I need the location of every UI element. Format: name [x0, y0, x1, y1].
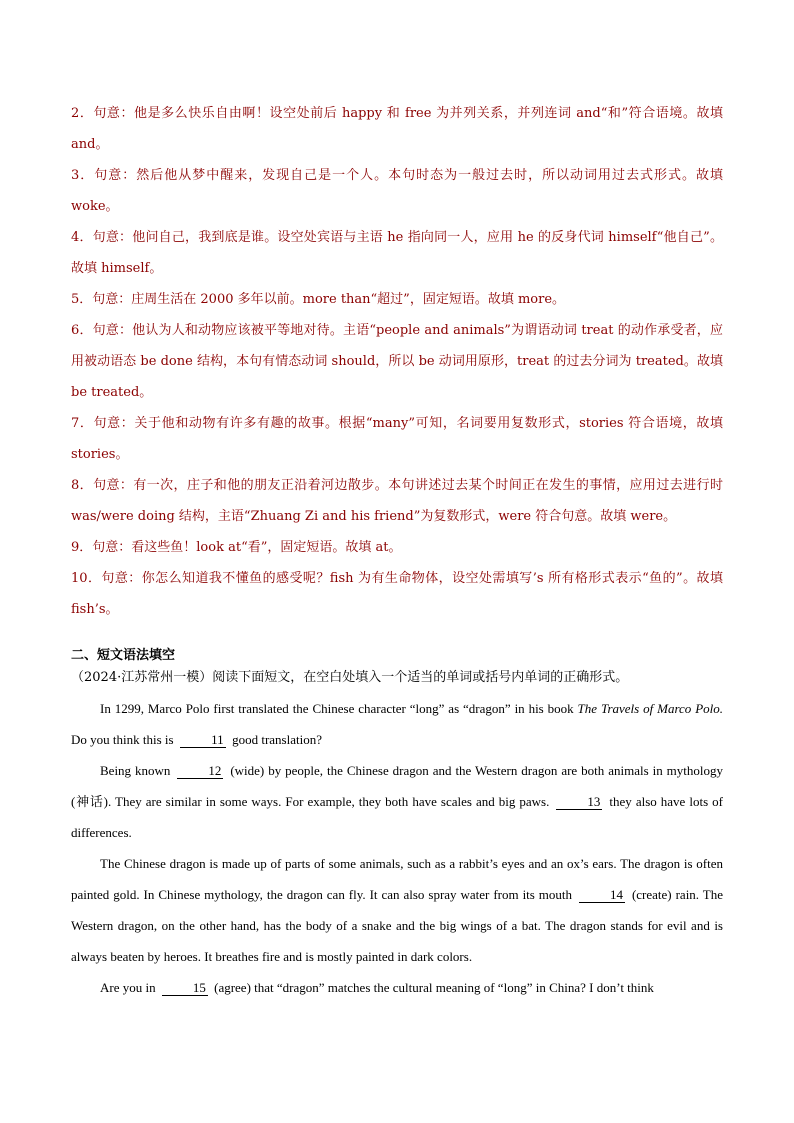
answer-item-8: 8．句意：有一次，庄子和他的朋友正沿着河边散步。本句讲述过去某个时间正在发生的事情，应用过去进行时 was/were doing 结构，主语“Zhuang Zi and his friend”为复数形式，were 符合句意。故填 were。	[71, 478, 723, 524]
passage-paragraph-2	[71, 755, 723, 848]
answer-explanations	[71, 98, 723, 625]
blank-12: 12	[177, 763, 223, 779]
passage-text: they also have lots of differences.	[71, 794, 723, 840]
passage-paragraph-1	[71, 693, 723, 755]
answer-item-7: 7．句意：关于他和动物有许多有趣的故事。根据“many”可知，名词要用复数形式，stories 符合语境，故填 stories。	[71, 416, 723, 462]
passage-text: (agree) that “dragon” matches the cultural meaning of “long” in China? I don’t think	[210, 980, 654, 995]
blank-15: 15	[162, 980, 208, 996]
answer-item-5: 5．句意：庄周生活在 2000 多年以前。more than“超过”，固定短语。故填 more。	[71, 292, 566, 307]
section-heading: 二、短文语法填空	[71, 648, 176, 663]
passage-text: Are you in	[100, 980, 159, 995]
answer-item-3: 3．句意：然后他从梦中醒来，发现自己是一个人。本句时态为一般过去时，所以动词用过去式形式。故填 woke。	[71, 168, 723, 214]
blank-11: 11	[180, 732, 226, 748]
section-instruction: （2024·江苏常州一模）阅读下面短文，在空白处填入一个适当的单词或括号内单词的正确形式。	[71, 670, 629, 685]
blank-14: 14	[579, 887, 625, 903]
passage-text: Do you think this is	[71, 732, 177, 747]
answer-item-4: 4．句意：他问自己，我到底是谁。设空处宾语与主语 he 指向同一人，应用 he 的反身代词 himself“他自己”。故填 himself。	[71, 230, 723, 276]
document-page	[71, 98, 723, 1003]
answer-item-2: 2．句意：他是多么快乐自由啊！设空处前后 happy 和 free 为并列关系，并列连词 and“和”符合语境。故填 and。	[71, 106, 723, 152]
answer-item-10: 10．句意：你怎么知道我不懂鱼的感受呢？fish 为有生命物体，设空处需填写’s 所有格形式表示“鱼的”。故填 fish’s。	[71, 571, 723, 617]
passage-paragraph-4	[71, 972, 723, 1003]
passage-text: The Chinese dragon is made up of parts of some animals, such as a rabbit’s eyes and an ox’s ears. The dragon is often painted gold. In Chinese mythology, the dragon can fly. It can also spray water from its mouth	[71, 856, 723, 902]
passage-text: (create) rain. The Western dragon, on the other hand, has the body of a snake and the big wings of a bat. The dragon stands for evil and is always beaten by heroes. It breathes fire and is mostly painted in dark colors.	[71, 887, 723, 964]
blank-13: 13	[556, 794, 602, 810]
passage-text: In 1299, Marco Polo first translated the Chinese character “long” as “dragon” in his book	[100, 701, 578, 716]
cloze-passage	[71, 693, 723, 1003]
passage-paragraph-3	[71, 848, 723, 972]
passage-text: Being known	[100, 763, 175, 778]
answer-item-9: 9．句意：看这些鱼！look at“看”，固定短语。故填 at。	[71, 540, 402, 555]
answer-item-6: 6．句意：他认为人和动物应该被平等地对待。主语“people and animals”为谓语动词 treat 的动作承受者，应用被动语态 be done 结构，本句有情态动词 should，所以 be 动词用原形，treat 的过去分词为 treated。故填 be treated。	[71, 323, 723, 400]
passage-text: good translation?	[228, 732, 322, 747]
passage-text: (wide) by people, the Chinese dragon and the Western dragon are both animals in mythology (神话). They are similar in some ways. For example, they both have scales and big paws.	[71, 763, 723, 809]
book-title: The Travels of Marco Polo.	[577, 701, 723, 716]
